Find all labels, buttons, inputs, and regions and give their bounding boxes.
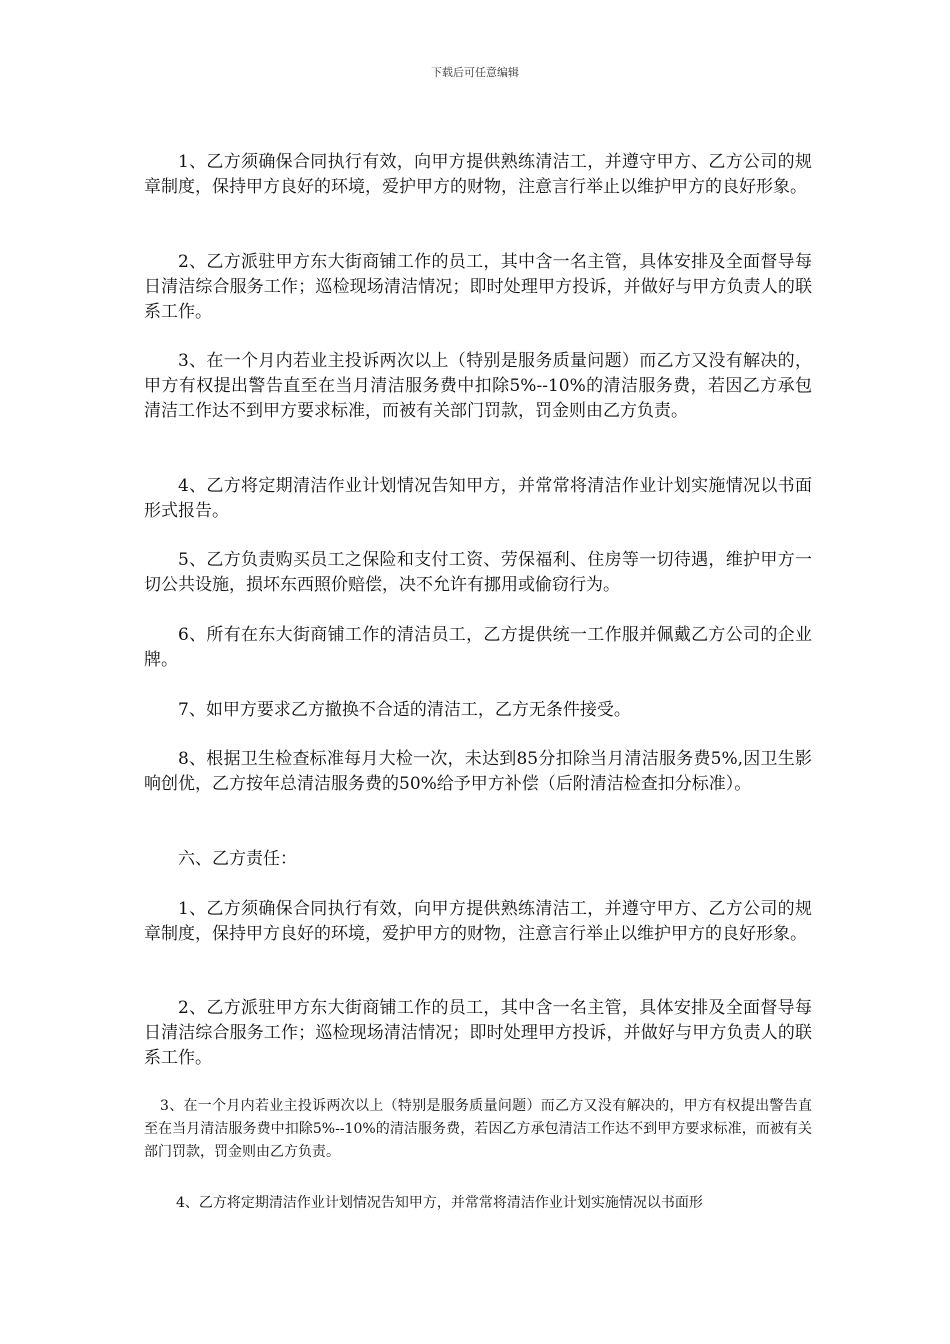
paragraph: 7、如甲方要求乙方撤换不合适的清洁工，乙方无条件接受。 <box>178 700 631 720</box>
paragraph: 6、所有在东大街商铺工作的清洁员工，乙方提供统一工作服并佩戴乙方公司的企业牌。 <box>144 625 812 670</box>
paragraph: 8、根据卫生检查标准每月大检一次，未达到85分扣除当月清洁服务费5%,因卫生影响创优，乙方按年总清洁服务费的50%给予甲方补偿（后附清洁检查扣分标准）。 <box>144 749 812 794</box>
paragraph: 3、在一个月内若业主投诉两次以上（特别是服务质量问题）而乙方又没有解决的，甲方有权提出警告直至在当月清洁服务费中扣除5%--10%的清洁服务费，若因乙方承包清洁工作达不到甲方要求标准，而被有关部门罚款，罚金则由乙方负责。 <box>144 351 812 421</box>
paragraph: 4、乙方将定期清洁作业计划情况告知甲方，并常常将清洁作业计划实施情况以书面形 <box>176 1195 703 1211</box>
paragraph: 4、乙方将定期清洁作业计划情况告知甲方，并常常将清洁作业计划实施情况以书面形式报告。 <box>144 476 812 521</box>
page-header: 下载后可任意编辑 <box>431 66 519 79</box>
section-heading: 六、乙方责任： <box>178 849 297 869</box>
paragraph: 1、乙方须确保合同执行有效，向甲方提供熟练清洁工，并遵守甲方、乙方公司的规章制度，保持甲方良好的环境，爱护甲方的财物，注意言行举止以维护甲方的良好形象。 <box>144 152 812 197</box>
paragraph: 2、乙方派驻甲方东大街商铺工作的员工，其中含一名主管，具体安排及全面督导每日清洁综合服务工作；巡检现场清洁情况；即时处理甲方投诉，并做好与甲方负责人的联系工作。 <box>144 998 812 1068</box>
paragraph: 2、乙方派驻甲方东大街商铺工作的员工，其中含一名主管，具体安排及全面督导每日清洁综合服务工作；巡检现场清洁情况；即时处理甲方投诉，并做好与甲方负责人的联系工作。 <box>144 252 812 322</box>
paragraph: 1、乙方须确保合同执行有效，向甲方提供熟练清洁工，并遵守甲方、乙方公司的规章制度，保持甲方良好的环境，爱护甲方的财物，注意言行举止以维护甲方的良好形象。 <box>144 899 812 944</box>
paragraph: 3、在一个月内若业主投诉两次以上（特别是服务质量问题）而乙方又没有解决的，甲方有权提出警告直至在当月清洁服务费中扣除5%--10%的清洁服务费，若因乙方承包清洁工作达不到甲方要求标准，而被有关部门罚款，罚金则由乙方负责。 <box>144 1098 812 1160</box>
paragraph: 5、乙方负责购买员工之保险和支付工资、劳保福利、住房等一切待遇，维护甲方一切公共设施，损坏东西照价赔偿，决不允许有挪用或偷窃行为。 <box>144 550 812 595</box>
